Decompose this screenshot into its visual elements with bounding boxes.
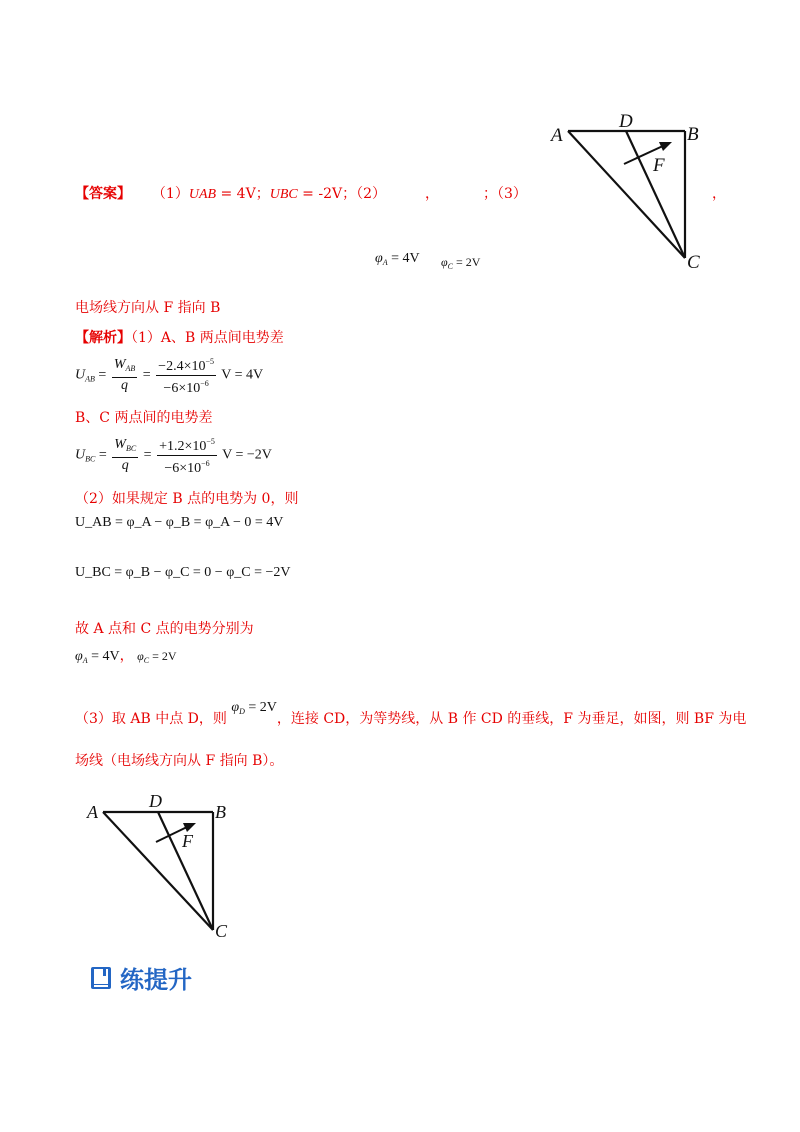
answer-ubc-val: = -2V；（2）: [297, 186, 386, 202]
equation-phi-values: $\varphi_A = 4V$， $\varphi_C = 2V$: [75, 649, 177, 665]
triangle-diagram-top: [545, 108, 715, 273]
analysis-label: 【解析】: [75, 330, 131, 346]
analysis-line4: 故 A 点和 C 点的电势分别为: [75, 621, 254, 637]
label-d-bottom: D: [149, 791, 162, 811]
equation-uab-phi: U_AB = φ_A − φ_B = φ_A − 0 = 4V: [75, 515, 284, 530]
answer-comma2: ，: [712, 186, 726, 202]
label-c: C: [687, 252, 700, 273]
fraction-w-over-q: $\frac{W_{AB}}{q}$: [113, 357, 136, 393]
answer-direction: 电场线方向从 F 指向 B: [75, 300, 221, 316]
answer-line: [75, 183, 386, 203]
section-heading: [90, 960, 192, 995]
label-d: D: [619, 111, 633, 132]
answer-label: 【答案】: [75, 186, 131, 202]
answer-part1: （1）: [151, 186, 189, 202]
answer-ubc: UBC: [269, 187, 298, 202]
section-title: 练提升: [120, 966, 192, 994]
label-b: B: [687, 124, 699, 145]
analysis-line1: （1）A、B 两点间电势差: [131, 330, 284, 346]
answer-uab-val: = 4V；: [216, 186, 270, 202]
answer-semi: ；（3）: [483, 186, 527, 202]
label-a: A: [551, 125, 563, 146]
fraction-values: $\frac{-2.4\times 10^{-5}}{-6\times 10^{-6}}$: [156, 354, 216, 397]
triangle-diagram-bottom: [85, 790, 245, 950]
analysis-header: [75, 327, 284, 347]
analysis-line6: 场线（电场线方向从 F 指向 B）。: [75, 753, 284, 769]
equation-uab: $U_{AB}$ = $\frac{W_{AB}}{q}$ = $\frac{-2.4\times 10^{-5}}{-6\times 10^{-6}}$ V = 4V: [75, 354, 263, 397]
answer-phi-a: $\varphi_A = 4V$: [375, 251, 420, 267]
analysis-line2: B、C 两点间的电势差: [75, 410, 213, 426]
equation-ubc: $U_{BC}$ = $\frac{W_{BC}}{q}$ = $\frac{+1.2\times 10^{-5}}{-6\times 10^{-6}}$ V = −2V: [75, 434, 272, 477]
answer-uab: UAB: [188, 187, 217, 202]
label-a-bottom: A: [87, 802, 98, 822]
fraction-values-2: $\frac{+1.2\times 10^{-5}}{-6\times 10^{-6}}$: [157, 434, 217, 477]
answer-comma1: ，: [425, 186, 439, 202]
analysis-line3: （2）如果规定 B 点的电势为 0，则: [75, 491, 299, 507]
equation-ubc-phi: U_BC = φ_B − φ_C = 0 − φ_C = −2V: [75, 565, 291, 580]
label-f-bottom: F: [182, 831, 193, 851]
fraction-w-over-q-2: $\frac{W_{BC}}{q}$: [114, 437, 137, 473]
label-c-bottom: C: [215, 921, 228, 941]
label-f: F: [653, 155, 665, 176]
answer-phi-c: $\varphi_C = 2V$: [441, 255, 481, 271]
book-icon: [90, 966, 112, 990]
edge-ac: [568, 131, 685, 258]
label-b-bottom: B: [215, 802, 226, 822]
analysis-line5: （3）取 AB 中点 D，则 $\varphi_D = 2V$，连接 CD，为等势线，从 B 作 CD 的垂线，F 为垂足，如图，则 BF 为电: [75, 700, 747, 727]
